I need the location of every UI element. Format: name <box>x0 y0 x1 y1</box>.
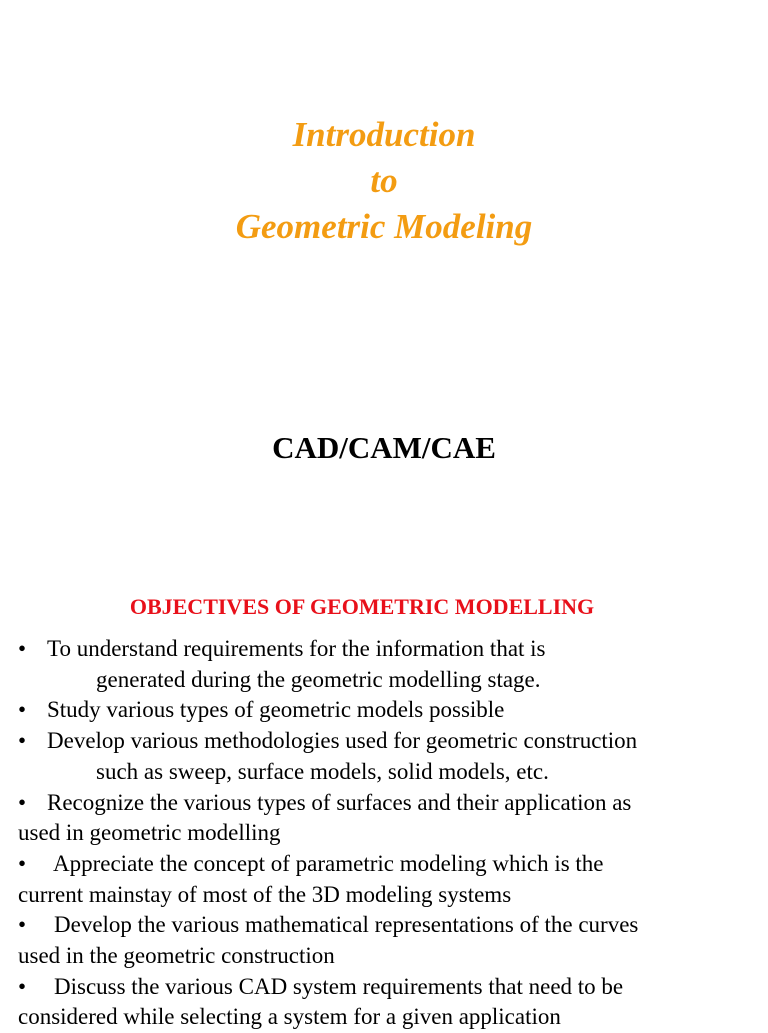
objective-first-line <box>18 788 758 819</box>
objective-item <box>18 849 758 910</box>
objective-item <box>18 788 758 849</box>
objective-continuation: used in geometric modelling <box>18 820 281 846</box>
objective-first-line <box>18 634 758 665</box>
objective-first-line <box>18 972 758 1003</box>
objective-item <box>18 726 758 787</box>
objective-first-line <box>18 849 758 880</box>
bullet-icon: • <box>18 728 27 754</box>
objective-continuation: current mainstay of most of the 3D modeling systems <box>18 881 512 907</box>
objective-continuation: considered while selecting a system for a given application <box>18 1004 561 1030</box>
objective-text: Recognize the various types of surfaces and their application as <box>47 789 632 815</box>
objective-text: Develop various methodologies used for geometric construction <box>47 728 638 754</box>
title-line-1: Introduction <box>292 115 476 154</box>
objectives-heading: OBJECTIVES OF GEOMETRIC MODELLING <box>129 594 595 619</box>
objective-text: Discuss the various CAD system requirements that need to be <box>54 973 624 999</box>
objective-text: Study various types of geometric models possible <box>47 697 505 723</box>
objective-text: Appreciate the concept of parametric modeling which is the <box>53 850 604 876</box>
objective-first-line <box>18 726 758 757</box>
subtitle: CAD/CAM/CAE <box>272 430 496 465</box>
bullet-icon: • <box>18 912 27 938</box>
objective-continuation: such as sweep, surface models, solid models, etc. <box>96 758 549 784</box>
objectives-list <box>18 634 758 1033</box>
bullet-icon: • <box>18 789 27 815</box>
presentation-title <box>0 112 768 250</box>
objective-continuation: generated during the geometric modelling stage. <box>96 666 541 692</box>
title-line-2: to <box>370 161 398 200</box>
objective-continuation: used in the geometric construction <box>18 943 335 969</box>
objective-first-line <box>18 910 758 941</box>
objective-item <box>18 695 758 726</box>
bullet-icon: • <box>18 697 27 723</box>
objective-first-line <box>18 695 758 726</box>
bullet-icon: • <box>18 973 27 999</box>
title-line-3: Geometric Modeling <box>235 207 533 246</box>
objective-text: Develop the various mathematical representations of the curves <box>54 912 639 938</box>
objective-text: To understand requirements for the information that is <box>47 636 546 661</box>
objective-item <box>18 910 758 971</box>
bullet-icon: • <box>18 636 27 661</box>
objective-item <box>18 634 758 695</box>
bullet-icon: • <box>18 850 27 876</box>
